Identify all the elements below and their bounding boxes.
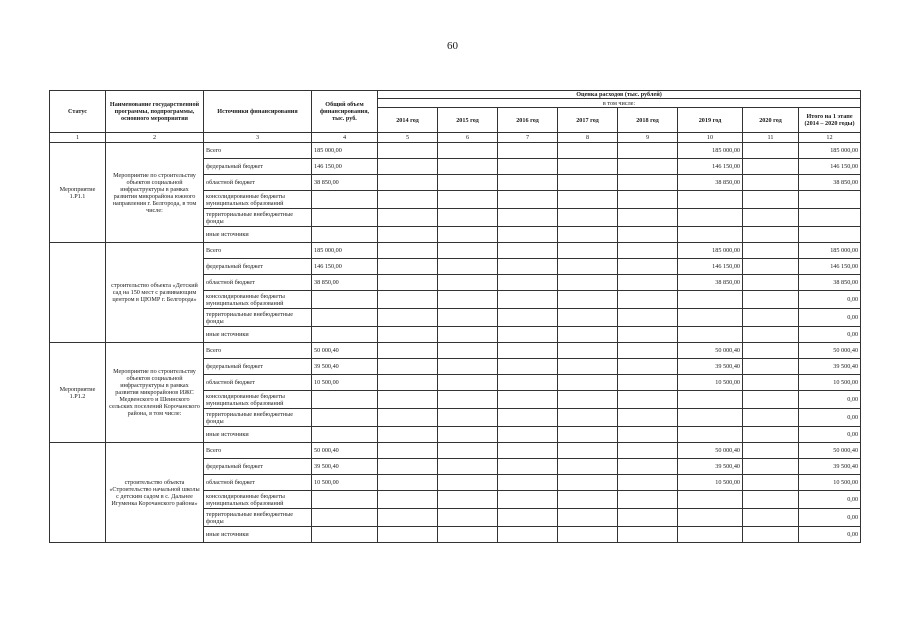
year-amount-cell [438,343,498,359]
year-amount-cell [498,509,558,527]
year-amount-cell [618,327,678,343]
year-amount-cell [498,159,558,175]
stage-total-cell: 185 000,00 [799,243,861,259]
year-2019-amount-cell [678,409,743,427]
year-amount-cell [558,343,618,359]
stage-total-cell: 0,00 [799,427,861,443]
year-amount-cell [558,391,618,409]
stage-total-cell: 50 000,40 [799,443,861,459]
year-amount-cell [498,291,558,309]
stage-total-cell: 38 850,00 [799,275,861,291]
year-amount-cell [618,475,678,491]
year-amount-cell [438,243,498,259]
year-amount-cell [498,443,558,459]
year-amount-cell [378,391,438,409]
year-2019-amount-cell [678,309,743,327]
year-amount-cell [743,291,799,309]
year-amount-cell [618,227,678,243]
year-amount-cell [498,343,558,359]
year-amount-cell [743,459,799,475]
year-amount-cell [618,275,678,291]
stage-total-cell [799,227,861,243]
total-amount-cell [312,291,378,309]
total-amount-cell: 50 000,40 [312,343,378,359]
year-amount-cell [438,443,498,459]
year-amount-cell [498,359,558,375]
total-amount-cell [312,391,378,409]
total-amount-cell: 39 500,40 [312,359,378,375]
year-amount-cell [498,475,558,491]
year-amount-cell [438,375,498,391]
stage-total-cell [799,209,861,227]
stage-total-cell: 0,00 [799,391,861,409]
table-row [50,243,861,259]
header-year: 2017 год [558,108,618,133]
year-2019-amount-cell: 50 000,40 [678,343,743,359]
year-2019-amount-cell: 39 500,40 [678,359,743,375]
year-amount-cell [438,143,498,159]
year-amount-cell [558,143,618,159]
funding-source-cell: иные источники [204,327,312,343]
funding-source-cell: иные источники [204,527,312,543]
year-amount-cell [378,509,438,527]
year-amount-cell [618,409,678,427]
year-amount-cell [618,491,678,509]
status-cell: Мероприятие 1.Р1.1 [50,143,106,243]
measure-name-cell: Мероприятие по строительству объектов социальной инфраструктуры в рамках развития микрорайонов ИЖС Медвенского и Шеинского сельских поселений Корочанского района, в том числе: [106,343,204,443]
year-amount-cell [743,427,799,443]
year-amount-cell [743,527,799,543]
year-2019-amount-cell: 10 500,00 [678,475,743,491]
year-amount-cell [618,443,678,459]
year-amount-cell [558,409,618,427]
year-amount-cell [378,327,438,343]
year-amount-cell [743,475,799,491]
year-amount-cell [558,259,618,275]
funding-source-cell: консолидированные бюджеты муниципальных образований [204,491,312,509]
year-amount-cell [498,327,558,343]
year-amount-cell [378,343,438,359]
year-amount-cell [618,191,678,209]
year-amount-cell [743,143,799,159]
year-amount-cell [743,343,799,359]
year-amount-cell [618,509,678,527]
year-amount-cell [618,459,678,475]
year-amount-cell [618,209,678,227]
total-amount-cell: 146 150,00 [312,159,378,175]
year-amount-cell [743,243,799,259]
year-amount-cell [558,491,618,509]
year-amount-cell [558,309,618,327]
measure-name-cell: строительство объекта «Детский сад на 150 мест с развивающим центром в ЦЮМР г. Белгорода» [106,243,204,343]
year-2019-amount-cell: 185 000,00 [678,243,743,259]
stage-total-cell: 0,00 [799,309,861,327]
stage-total-cell: 0,00 [799,509,861,527]
total-amount-cell [312,427,378,443]
stage-total-cell: 39 500,40 [799,359,861,375]
funding-source-cell: территориальные внебюджетные фонды [204,509,312,527]
year-amount-cell [378,527,438,543]
total-amount-cell: 10 500,00 [312,375,378,391]
funding-source-cell: территориальные внебюджетные фонды [204,309,312,327]
year-amount-cell [498,243,558,259]
year-amount-cell [498,527,558,543]
year-amount-cell [438,227,498,243]
total-amount-cell [312,227,378,243]
year-amount-cell [558,527,618,543]
stage-total-cell: 146 150,00 [799,259,861,275]
financing-table [49,90,861,543]
header-status: Статус [50,91,106,133]
year-amount-cell [743,227,799,243]
year-amount-cell [438,527,498,543]
column-number: 9 [618,133,678,143]
stage-total-cell: 0,00 [799,409,861,427]
year-amount-cell [438,159,498,175]
year-amount-cell [558,327,618,343]
year-amount-cell [618,427,678,443]
year-amount-cell [743,259,799,275]
total-amount-cell: 10 500,00 [312,475,378,491]
stage-total-cell: 0,00 [799,527,861,543]
total-amount-cell: 50 000,40 [312,443,378,459]
table-row [50,143,861,159]
year-2019-amount-cell [678,191,743,209]
year-amount-cell [498,259,558,275]
year-amount-cell [438,209,498,227]
funding-source-cell: иные источники [204,427,312,443]
year-amount-cell [498,491,558,509]
column-number: 10 [678,133,743,143]
year-amount-cell [498,227,558,243]
stage-total-cell: 0,00 [799,491,861,509]
year-amount-cell [438,459,498,475]
funding-source-cell: Всего [204,243,312,259]
header-name: Наименование государственной программы, подпрограммы, основного мероприятия [106,91,204,133]
year-amount-cell [618,359,678,375]
year-amount-cell [438,175,498,191]
measure-name-cell: строительство объекта «Строительство начальной школы с детским садом в с. Дальнее Игуменка Корочанского района» [106,443,204,543]
year-amount-cell [438,259,498,275]
header-stage-total: Итого на 1 этапе (2014 – 2020 годы) [799,108,861,133]
year-amount-cell [558,243,618,259]
funding-source-cell: федеральный бюджет [204,459,312,475]
year-2019-amount-cell: 185 000,00 [678,143,743,159]
year-amount-cell [378,275,438,291]
funding-source-cell: Всего [204,343,312,359]
year-2019-amount-cell [678,491,743,509]
total-amount-cell [312,509,378,527]
year-amount-cell [743,191,799,209]
stage-total-cell [799,191,861,209]
year-amount-cell [558,191,618,209]
year-amount-cell [618,391,678,409]
column-number: 1 [50,133,106,143]
column-number: 5 [378,133,438,143]
status-cell [50,243,106,343]
header-total: Общий объем финансирования, тыс. руб. [312,91,378,133]
year-amount-cell [618,259,678,275]
year-amount-cell [618,291,678,309]
funding-source-cell: территориальные внебюджетные фонды [204,409,312,427]
status-cell: Мероприятие 1.Р1.2 [50,343,106,443]
total-amount-cell: 146 150,00 [312,259,378,275]
year-amount-cell [438,359,498,375]
year-2019-amount-cell: 10 500,00 [678,375,743,391]
stage-total-cell: 50 000,40 [799,343,861,359]
funding-source-cell: консолидированные бюджеты муниципальных образований [204,191,312,209]
page-number: 60 [447,40,458,52]
year-amount-cell [558,359,618,375]
funding-source-cell: федеральный бюджет [204,259,312,275]
stage-total-cell: 38 850,00 [799,175,861,191]
funding-source-cell: областной бюджет [204,175,312,191]
year-2019-amount-cell [678,391,743,409]
total-amount-cell [312,527,378,543]
year-amount-cell [498,275,558,291]
year-amount-cell [618,527,678,543]
header-year: 2015 год [438,108,498,133]
year-2019-amount-cell: 146 150,00 [678,159,743,175]
year-amount-cell [438,291,498,309]
year-2019-amount-cell [678,227,743,243]
year-amount-cell [743,443,799,459]
stage-total-cell: 146 150,00 [799,159,861,175]
year-amount-cell [438,309,498,327]
column-number: 12 [799,133,861,143]
year-amount-cell [743,275,799,291]
year-amount-cell [498,209,558,227]
total-amount-cell: 185 000,00 [312,143,378,159]
year-amount-cell [618,175,678,191]
header-sources: Источники финансирования [204,91,312,133]
column-number-row [50,133,861,143]
year-amount-cell [378,227,438,243]
header-including: в том числе: [378,99,861,108]
funding-source-cell: Всего [204,443,312,459]
header-estimate: Оценка расходов (тыс. рублей) [378,91,861,99]
year-amount-cell [378,259,438,275]
header-year: 2014 год [378,108,438,133]
table-row [50,443,861,459]
column-number: 8 [558,133,618,143]
year-amount-cell [743,175,799,191]
header-year: 2020 год [743,108,799,133]
year-2019-amount-cell: 38 850,00 [678,175,743,191]
year-amount-cell [558,291,618,309]
year-2019-amount-cell [678,291,743,309]
year-2019-amount-cell [678,509,743,527]
year-amount-cell [558,209,618,227]
year-2019-amount-cell: 50 000,40 [678,443,743,459]
header-year: 2019 год [678,108,743,133]
year-amount-cell [743,375,799,391]
year-amount-cell [558,475,618,491]
total-amount-cell [312,327,378,343]
funding-source-cell: консолидированные бюджеты муниципальных образований [204,291,312,309]
year-amount-cell [558,159,618,175]
funding-source-cell: Всего [204,143,312,159]
year-amount-cell [618,159,678,175]
year-amount-cell [558,427,618,443]
year-amount-cell [378,309,438,327]
year-amount-cell [498,191,558,209]
column-number: 6 [438,133,498,143]
year-amount-cell [618,375,678,391]
year-amount-cell [438,427,498,443]
year-amount-cell [378,409,438,427]
year-amount-cell [438,191,498,209]
year-amount-cell [558,509,618,527]
year-amount-cell [743,359,799,375]
total-amount-cell [312,491,378,509]
year-amount-cell [743,327,799,343]
funding-source-cell: федеральный бюджет [204,359,312,375]
year-amount-cell [743,159,799,175]
year-amount-cell [438,491,498,509]
year-2019-amount-cell [678,209,743,227]
year-amount-cell [498,409,558,427]
column-number: 2 [106,133,204,143]
column-number: 7 [498,133,558,143]
year-amount-cell [558,275,618,291]
stage-total-cell: 10 500,00 [799,475,861,491]
measure-name-cell: Мероприятие по строительству объектов социальной инфраструктуры в рамках развития микрорайона южного направления г. Белгорода, в том числе: [106,143,204,243]
funding-source-cell: областной бюджет [204,275,312,291]
stage-total-cell: 0,00 [799,327,861,343]
status-cell [50,443,106,543]
year-amount-cell [378,143,438,159]
year-amount-cell [498,459,558,475]
year-amount-cell [438,275,498,291]
year-amount-cell [378,459,438,475]
year-amount-cell [618,243,678,259]
year-2019-amount-cell: 39 500,40 [678,459,743,475]
funding-source-cell: областной бюджет [204,475,312,491]
total-amount-cell [312,409,378,427]
column-number: 3 [204,133,312,143]
year-amount-cell [498,143,558,159]
year-2019-amount-cell: 146 150,00 [678,259,743,275]
total-amount-cell [312,191,378,209]
year-amount-cell [558,175,618,191]
funding-source-cell: территориальные внебюджетные фонды [204,209,312,227]
year-amount-cell [743,409,799,427]
year-amount-cell [558,227,618,243]
year-amount-cell [378,359,438,375]
year-amount-cell [498,309,558,327]
year-amount-cell [558,459,618,475]
year-amount-cell [558,375,618,391]
year-2019-amount-cell: 38 850,00 [678,275,743,291]
year-amount-cell [378,291,438,309]
funding-source-cell: консолидированные бюджеты муниципальных образований [204,391,312,409]
total-amount-cell: 39 500,40 [312,459,378,475]
year-amount-cell [558,443,618,459]
total-amount-cell: 38 850,00 [312,275,378,291]
funding-source-cell: областной бюджет [204,375,312,391]
table-row [50,343,861,359]
year-2019-amount-cell [678,327,743,343]
stage-total-cell: 185 000,00 [799,143,861,159]
year-amount-cell [618,309,678,327]
year-amount-cell [378,159,438,175]
year-amount-cell [378,175,438,191]
stage-total-cell: 39 500,40 [799,459,861,475]
year-amount-cell [378,375,438,391]
funding-source-cell: иные источники [204,227,312,243]
year-amount-cell [743,391,799,409]
funding-source-cell: федеральный бюджет [204,159,312,175]
column-number: 4 [312,133,378,143]
year-amount-cell [743,509,799,527]
stage-total-cell: 0,00 [799,291,861,309]
header-row-top [50,91,861,99]
header-year: 2018 год [618,108,678,133]
year-2019-amount-cell [678,427,743,443]
year-amount-cell [498,175,558,191]
total-amount-cell: 185 000,00 [312,243,378,259]
year-amount-cell [498,427,558,443]
year-amount-cell [498,375,558,391]
year-amount-cell [743,209,799,227]
year-amount-cell [438,409,498,427]
year-amount-cell [438,475,498,491]
year-2019-amount-cell [678,527,743,543]
year-amount-cell [438,391,498,409]
column-number: 11 [743,133,799,143]
year-amount-cell [743,491,799,509]
year-amount-cell [378,491,438,509]
year-amount-cell [618,343,678,359]
year-amount-cell [378,243,438,259]
year-amount-cell [618,143,678,159]
year-amount-cell [438,327,498,343]
year-amount-cell [378,475,438,491]
header-year: 2016 год [498,108,558,133]
total-amount-cell [312,309,378,327]
year-amount-cell [743,309,799,327]
year-amount-cell [378,443,438,459]
year-amount-cell [378,191,438,209]
year-amount-cell [378,427,438,443]
total-amount-cell: 38 850,00 [312,175,378,191]
year-amount-cell [438,509,498,527]
year-amount-cell [498,391,558,409]
year-amount-cell [378,209,438,227]
total-amount-cell [312,209,378,227]
stage-total-cell: 10 500,00 [799,375,861,391]
